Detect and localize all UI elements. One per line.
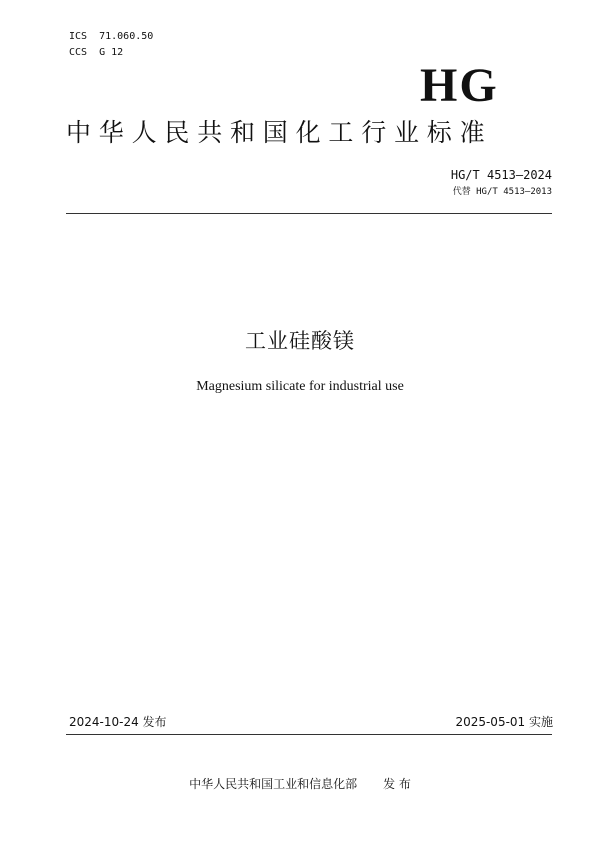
footer-divider [66, 734, 552, 735]
standard-category-title: 中华人民共和国化工行业标准 [66, 118, 493, 147]
issuer-name: 中华人民共和国工业和信息化部 [189, 777, 358, 791]
document-title-en: Magnesium silicate for industrial use [196, 379, 404, 394]
implement-date: 2025-05-01 实施 [455, 715, 553, 729]
ccs-code: CCS G 12 [69, 47, 124, 58]
publish-date: 2024-10-24 发布 [69, 715, 167, 729]
hg-logo: HG [420, 59, 499, 112]
ics-code: ICS 71.060.50 [69, 31, 154, 42]
standard-code: HG/T 4513—2024 [450, 168, 552, 182]
classification-codes [69, 29, 153, 61]
issuer-line [0, 776, 600, 792]
replaces-standard: 代替 HG/T 4513—2013 [452, 187, 552, 197]
document-title-cn: 工业硅酸镁 [245, 329, 355, 353]
header-divider [66, 213, 552, 214]
issuer-action: 发 布 [383, 777, 411, 791]
